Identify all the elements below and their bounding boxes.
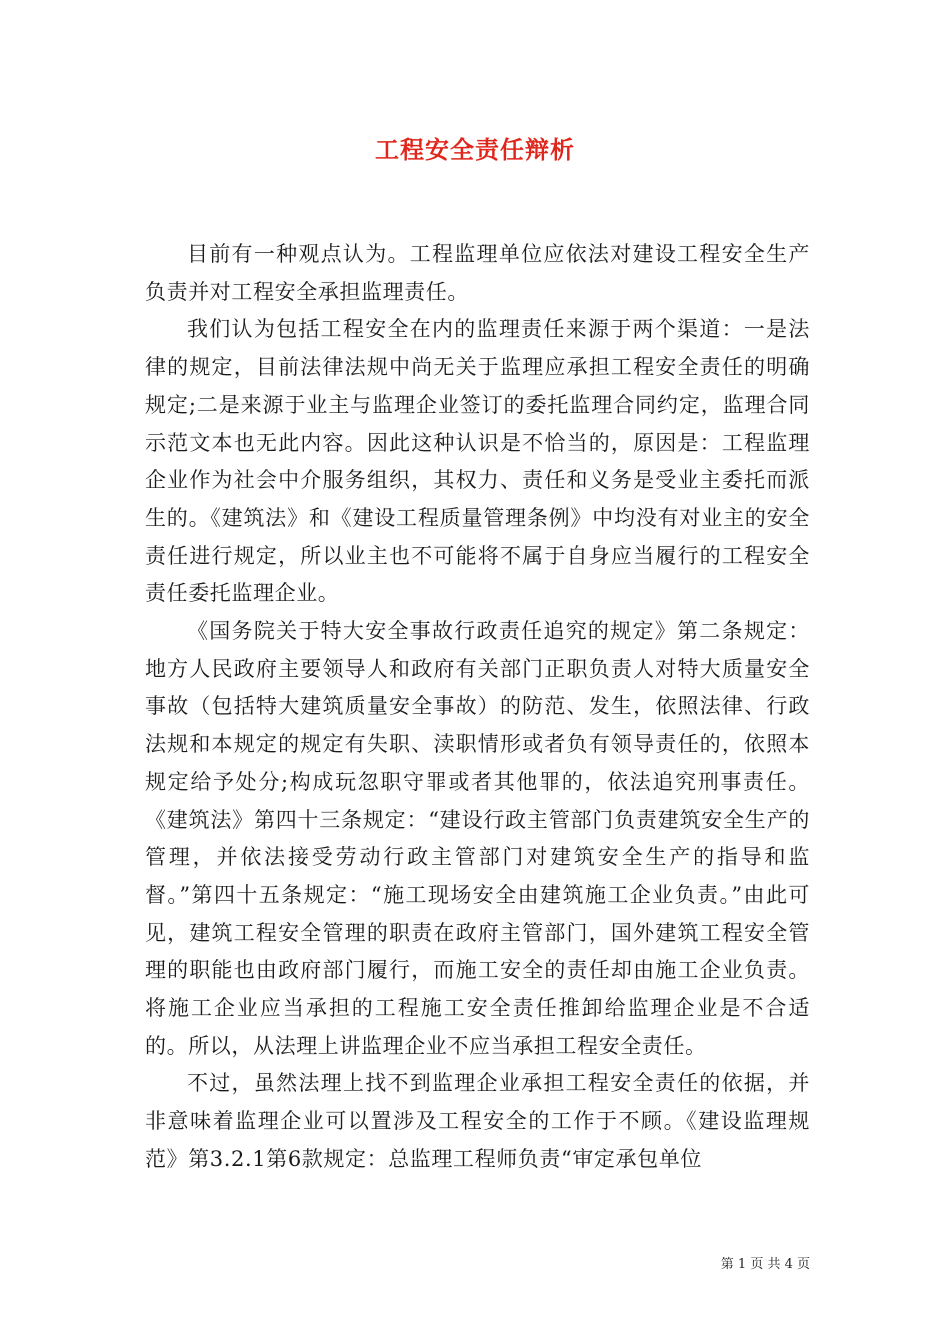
paragraph-4: 不过，虽然法理上找不到监理企业承担工程安全责任的依据，并非意味着监理企业可以置涉及工程安全的工作于不顾。《建设监理规范》第3.2.1第6款规定：总监理工程师负责“审定承包单位	[145, 1071, 810, 1171]
paragraph-1: 目前有一种观点认为。工程监理单位应依法对建设工程安全生产负责并对工程安全承担监理责任。	[145, 242, 810, 304]
paragraph-2: 我们认为包括工程安全在内的监理责任来源于两个渠道：一是法律的规定，目前法律法规中尚无关于监理应承担工程安全责任的明确规定;二是来源于业主与监理企业签订的委托监理合同约定，监理合同示范文本也无此内容。因此这种认识是不恰当的，原因是：工程监理企业作为社会中介服务组织，其权力、责任和义务是受业主委托而派生的。《建筑法》和《建设工程质量管理条例》中均没有对业主的安全责任进行规定，所以业主也不可能将不属于自身应当履行的工程安全责任委托监理企业。	[145, 317, 810, 606]
document-title: 工程安全责任辩析	[375, 135, 575, 164]
page-number: 第 1 页 共 4 页	[720, 1257, 810, 1272]
document-body	[145, 236, 810, 1179]
paragraph-3: 《国务院关于特大安全事故行政责任追究的规定》第二条规定：地方人民政府主要领导人和政府有关部门正职负责人对特大质量安全事故（包括特大建筑质量安全事故）的防范、发生，依照法律、行政法规和本规定的规定有失职、渎职情形或者负有领导责任的，依照本规定给予处分;构成玩忽职守罪或者其他罪的，依法追究刑事责任。《建筑法》第四十三条规定：“建设行政主管部门负责建筑安全生产的管理，并依法接受劳动行政主管部门对建筑安全生产的指导和监督。”第四十五条规定：“施工现场安全由建筑施工企业负责。”由此可见，建筑工程安全管理的职责在政府主管部门，国外建筑工程安全管理的职能也由政府部门履行，而施工安全的责任却由施工企业负责。将施工企业应当承担的工程施工安全责任推卸给监理企业是不合适的。所以，从法理上讲监理企业不应当承担工程安全责任。	[145, 619, 810, 1058]
